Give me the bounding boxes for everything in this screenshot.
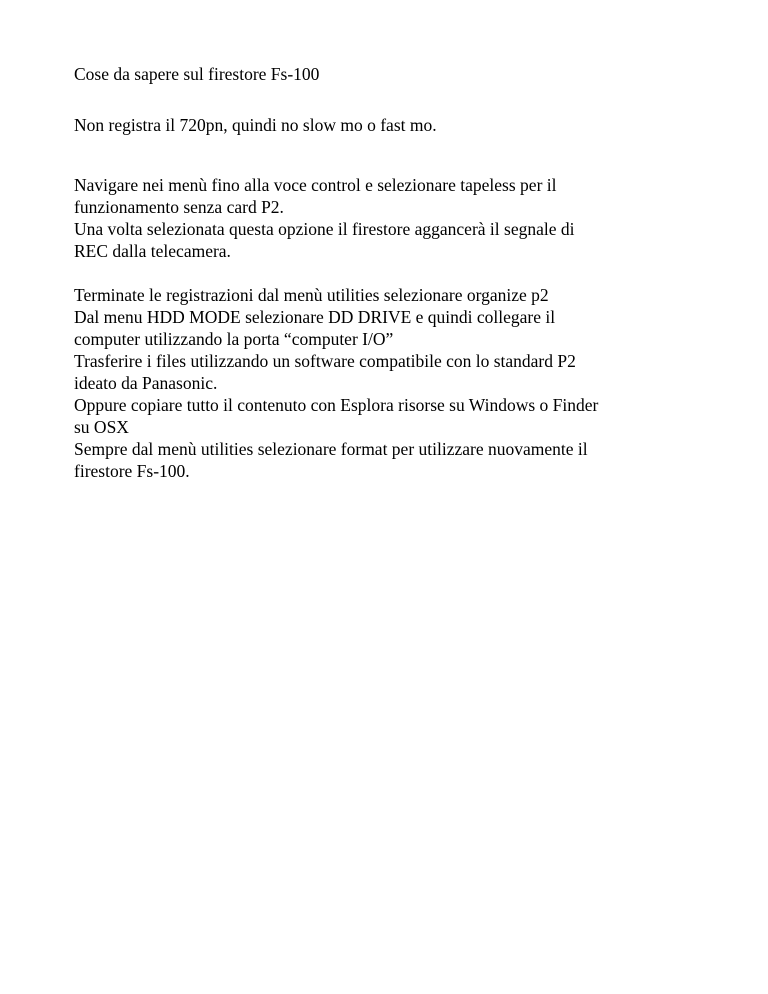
- title-line: Cose da sapere sul firestore Fs-100: [74, 64, 320, 84]
- paragraph-line: funzionamento senza card P2.: [74, 197, 284, 217]
- paragraph-line: Terminate le registrazioni dal menù utilities selezionare organize p2: [74, 285, 549, 305]
- paragraph-line: Navigare nei menù fino alla voce control e selezionare tapeless per il: [74, 175, 557, 195]
- paragraph-line: firestore Fs-100.: [74, 461, 190, 481]
- paragraph-line: Una volta selezionata questa opzione il firestore aggancerà il segnale di: [74, 219, 575, 239]
- paragraph-line: Dal menu HDD MODE selezionare DD DRIVE e quindi collegare il: [74, 307, 556, 327]
- paragraph-line: Sempre dal menù utilities selezionare format per utilizzare nuovamente il: [74, 439, 588, 459]
- document-title: [74, 63, 714, 85]
- paragraph-line: Trasferire i files utilizzando un software compatibile con lo standard P2: [74, 351, 576, 371]
- paragraph-line: ideato da Panasonic.: [74, 373, 218, 393]
- paragraph-1: [74, 114, 714, 136]
- paragraph-3: [74, 284, 714, 482]
- paragraph-line: su OSX: [74, 417, 129, 437]
- paragraph-line: REC dalla telecamera.: [74, 241, 231, 261]
- paragraph-line: Non registra il 720pn, quindi no slow mo o fast mo.: [74, 115, 437, 135]
- paragraph-line: Oppure copiare tutto il contenuto con Esplora risorse su Windows o Finder: [74, 395, 599, 415]
- paragraph-2: [74, 174, 714, 262]
- paragraph-line: computer utilizzando la porta “computer I/O”: [74, 329, 394, 349]
